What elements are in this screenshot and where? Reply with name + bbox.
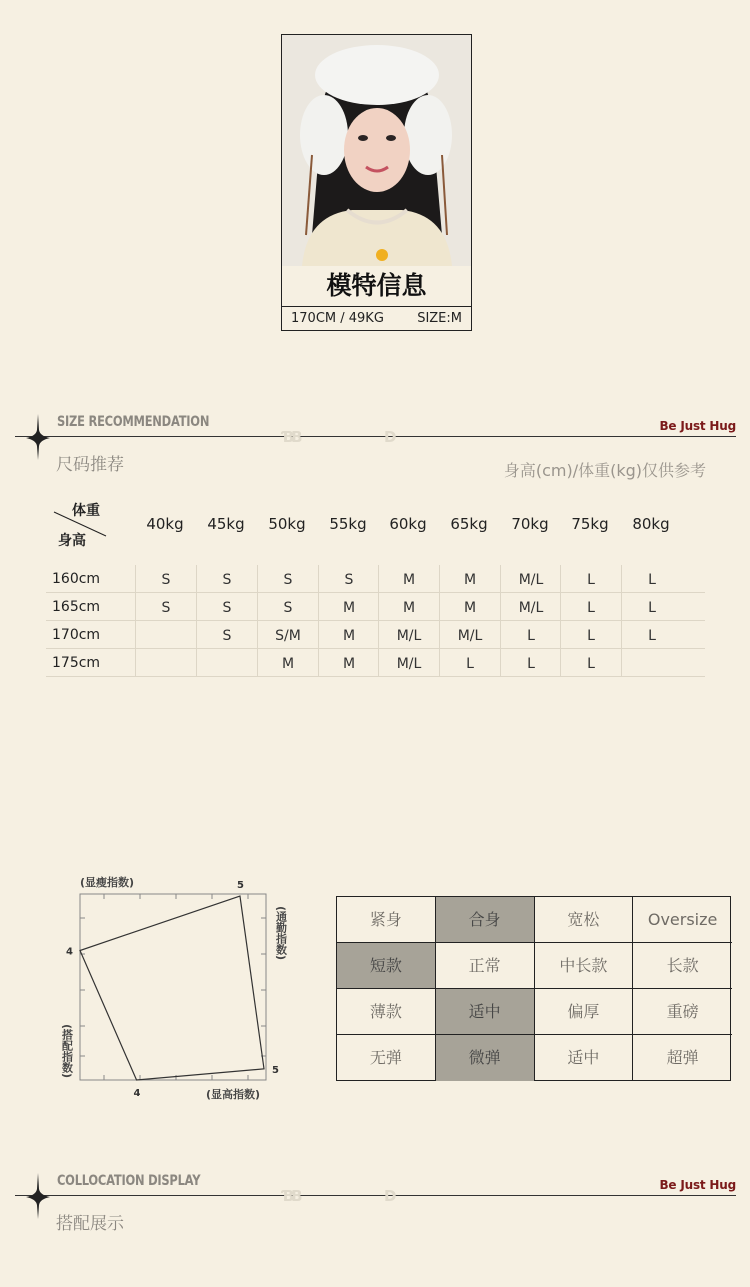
section-divider [15,1195,736,1196]
radar-label-right [275,906,288,960]
section-title-cn: 搭配展示 [56,1214,124,1234]
radar-frame [80,894,266,1080]
radar-label-bottom: (显高指数) [206,1088,261,1101]
size-cell: M [439,593,500,621]
brand-mark-outline-icon: D [384,428,394,446]
size-cell: S [257,593,318,621]
section-title-en: COLLOCATION DISPLAY [57,1173,201,1189]
corner-height-label: 身高 [58,533,86,549]
radar-label-top: (显瘦指数) [80,876,135,889]
size-cell: M [439,565,500,593]
size-cell: L [560,593,621,621]
feature-cell: 薄款 [337,989,436,1035]
corner-weight-label: 体重 [72,503,100,519]
size-cell [135,649,196,677]
size-cell: L [439,649,500,677]
brand-mark-icon: ƁB [282,1187,300,1205]
feature-cell: 偏厚 [535,989,634,1035]
feature-cell: 紧身 [337,897,436,943]
size-cell: S [318,565,379,593]
size-cell: L [500,621,561,649]
svg-text:(搭配指数): (搭配指数) [60,1024,74,1079]
size-cell: L [621,565,682,593]
feature-cell: 长款 [633,943,732,989]
feature-cell-selected: 合身 [436,897,535,943]
radar-value-right: 5 [272,1064,279,1076]
radar-value-left: 4 [66,946,73,958]
size-cell: S [196,621,257,649]
size-cell: M [378,593,439,621]
feature-cell-selected: 微弹 [436,1035,535,1081]
feature-cell: 适中 [535,1035,634,1081]
size-cell: L [621,593,682,621]
model-size: SIZE:M [417,311,462,326]
row-height-label: 170cm [52,627,101,643]
size-cell: L [621,621,682,649]
model-info-card [281,34,472,331]
svg-text:(通勤指数): (通勤指数) [274,906,288,961]
feature-cell: 中长款 [535,943,634,989]
feature-cell: 超弹 [666,1048,699,1067]
size-note: 身高(cm)/体重(kg)仅供参考 [503,461,706,480]
brand-mark-outline-icon: D [384,1187,394,1205]
size-cell: M [257,649,318,677]
radar-value-top: 5 [236,880,244,891]
feature-cell: 无弹 [337,1035,436,1081]
weight-header: 55kg [329,515,367,533]
size-cell: M [318,649,379,677]
model-measurements: 170CM / 49KG [291,311,384,326]
size-cell: S [135,565,196,593]
table-row [46,621,705,649]
sparkle-icon [26,414,50,460]
row-height-label: 165cm [52,599,101,615]
brand-logo: Be Just Hug [659,419,736,433]
brand-logo: Be Just Hug [659,1178,736,1192]
weight-header: 50kg [268,515,306,533]
size-cell: L [560,621,621,649]
model-info-row [282,306,471,331]
radar-ticks [80,894,266,1080]
size-cell: L [560,649,621,677]
model-title: 模特信息 [326,271,427,300]
size-cell: S [196,565,257,593]
collocation-display-header [0,1173,750,1233]
section-title-cn: 尺码推荐 [56,455,124,475]
radar-chart [52,872,302,1107]
size-cell: S [196,593,257,621]
feature-cell-selected: 适中 [436,989,535,1035]
size-cell: M [318,593,379,621]
brand-mark-icon: ƁB [282,428,300,446]
row-height-label: 160cm [52,571,101,587]
radar-polygon [80,896,264,1080]
radar-value-bottom: 4 [133,1088,141,1099]
weight-header: 60kg [389,515,427,533]
size-cell: M [318,621,379,649]
feature-cell-selected: 短款 [337,943,436,989]
size-cell: S/M [257,621,318,649]
row-height-label: 175cm [52,655,101,671]
feature-cell: Oversize [633,897,732,943]
weight-header: 70kg [511,515,549,533]
weight-header: 65kg [450,515,488,533]
size-table-body [46,565,705,677]
size-cell: L [560,565,621,593]
weight-header: 45kg [207,515,245,533]
size-cell: M [378,565,439,593]
table-row [46,565,705,593]
size-cell [135,621,196,649]
size-cell [621,649,682,677]
weight-header: 75kg [571,515,609,533]
section-title-en: SIZE RECOMMENDATION [57,414,210,430]
feature-cell: 正常 [436,943,535,989]
fabric-feature-grid [336,896,731,1081]
size-cell: M/L [378,649,439,677]
size-cell: M/L [500,565,561,593]
size-cell: M/L [439,621,500,649]
radar-label-left [61,1024,75,1078]
table-row [46,593,705,621]
feature-cell: 重磅 [633,989,732,1035]
weight-header: 40kg [146,515,184,533]
section-divider [15,436,736,437]
size-cell: S [135,593,196,621]
size-cell [196,649,257,677]
size-cell: L [500,649,561,677]
feature-cell: 宽松 [535,897,634,943]
size-cell: M/L [500,593,561,621]
model-photo-illustration [282,35,471,266]
table-row [46,649,705,677]
weight-header: 80kg [632,515,670,533]
sparkle-icon [26,1173,50,1219]
size-cell: M/L [378,621,439,649]
model-photo [282,35,471,266]
size-cell: S [257,565,318,593]
